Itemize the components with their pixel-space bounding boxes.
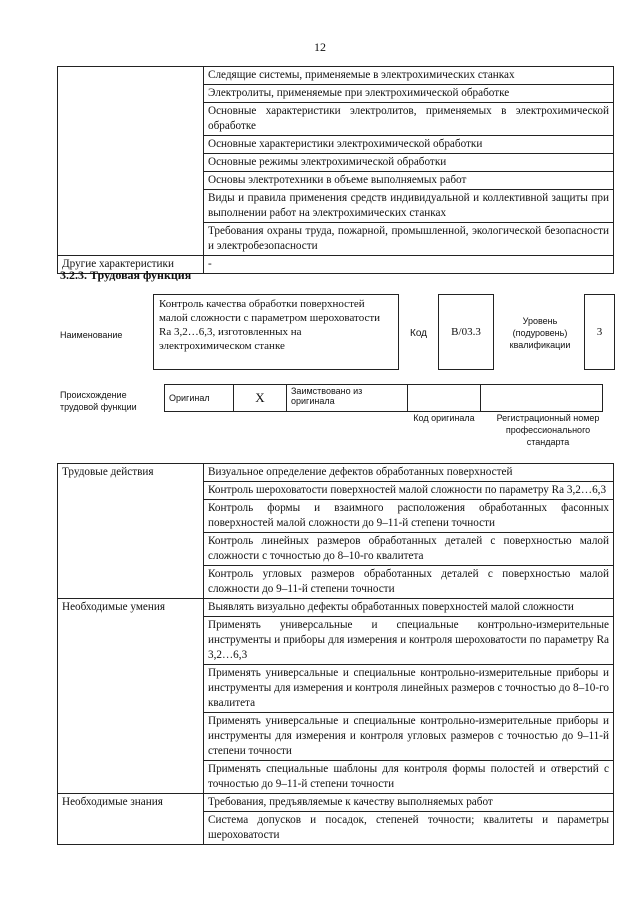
original-mark: X [234, 385, 287, 412]
code-label: Код [410, 328, 428, 339]
table-cell: Требования, предъявляемые к качеству выполняемых работ [204, 794, 614, 812]
table-cell: Визуальное определение дефектов обработанных поверхностей [204, 464, 614, 482]
table-cell: Основные характеристики электролитов, применяемых в электрохимической обработке [204, 103, 614, 136]
table-cell: Контроль линейных размеров обработанных деталей с поверхностью малой сложности с точностью до 8–10-го квалитета [204, 533, 614, 566]
level-label: Уровень (подуровень) квалификации [509, 316, 571, 350]
table-cell: Основные характеристики электрохимической обработки [204, 136, 614, 154]
section-title: 3.2.3. Трудовая функция [60, 268, 192, 282]
table-row [165, 385, 603, 412]
labor-function-table [57, 463, 614, 845]
other-characteristics-label: Другие характеристики [58, 256, 204, 274]
other-characteristics-value: - [204, 256, 614, 274]
group-label-skills: Необходимые умения [58, 599, 204, 794]
table-cell: Система допусков и посадок, степеней точности; квалитеты и параметры шероховатости [204, 812, 614, 845]
table-row [58, 464, 614, 482]
table-cell: Применять специальные шаблоны для контроля формы полостей и отверстий с точностью до 9–11-й степени точности [204, 761, 614, 794]
registration-caption: Регистрационный номер профессионального стандарта [496, 413, 600, 447]
registration-number-cell [481, 385, 603, 412]
code-original-cell [408, 385, 481, 412]
function-name-box: Контроль качества обработки поверхностей малой сложности с параметром шероховатости Ra 3,2…6,3, изготовленных на электрохимическом станке [153, 294, 399, 370]
original-label: Оригинал [165, 385, 234, 412]
level-value: 3 [596, 326, 603, 338]
table-cell: Контроль угловых размеров обработанных деталей с поверхностью малой сложности до 9–11-й степени точности [204, 566, 614, 599]
table-cell: Применять универсальные и специальные контрольно-измерительные инструменты и приборы для измерения и контроля шероховатости по параметру Ra 3,2…6,3 [204, 617, 614, 665]
code-value: В/03.3 [451, 326, 481, 338]
origin-table [164, 384, 603, 412]
code-original-caption: Код оригинала [413, 413, 475, 423]
table-cell: Основы электротехники в объеме выполняемых работ [204, 172, 614, 190]
table-cell: Основные режимы электрохимической обработки [204, 154, 614, 172]
table-cell: Применять универсальные и специальные контрольно-измерительные приборы и инструменты для измерения и контроля угловых размеров с точностью до 9–11-й степени точности [204, 713, 614, 761]
table-cell: Виды и правила применения средств индивидуальной и коллективной защиты при выполнении работ на электрохимических станках [204, 190, 614, 223]
table-cell: Применять универсальные и специальные контрольно-измерительные приборы и инструменты для измерения и контроля линейных размеров с точностью до 8–10-го квалитета [204, 665, 614, 713]
level-box [584, 294, 615, 370]
table-cell: Контроль формы и взаимного расположения обработанных фасонных поверхностей малой сложности до 9–11-й степени точности [204, 500, 614, 533]
code-box [438, 294, 494, 370]
table-row [58, 67, 614, 85]
table-cell: Контроль шероховатости поверхностей малой сложности по параметру Ra 3,2…6,3 [204, 482, 614, 500]
empty-label-cell [58, 67, 204, 256]
page-number: 12 [314, 40, 326, 54]
group-label-knowledge: Необходимые знания [58, 794, 204, 845]
table-row [58, 599, 614, 617]
origin-label: Происхождение трудовой функции [60, 390, 137, 412]
table-row [58, 794, 614, 812]
knowledge-table-continued [57, 66, 614, 274]
table-cell: Выявлять визуально дефекты обработанных поверхностей малой сложности [204, 599, 614, 617]
group-label-actions: Трудовые действия [58, 464, 204, 599]
table-cell: Следящие системы, применяемые в электрохимических станках [204, 67, 614, 85]
name-label: Наименование [60, 330, 123, 340]
table-cell: Требования охраны труда, пожарной, промышленной, экологической безопасности и электробезопасности [204, 223, 614, 256]
borrowed-label: Заимствовано из оригинала [287, 385, 408, 412]
table-cell: Электролиты, применяемые при электрохимической обработке [204, 85, 614, 103]
